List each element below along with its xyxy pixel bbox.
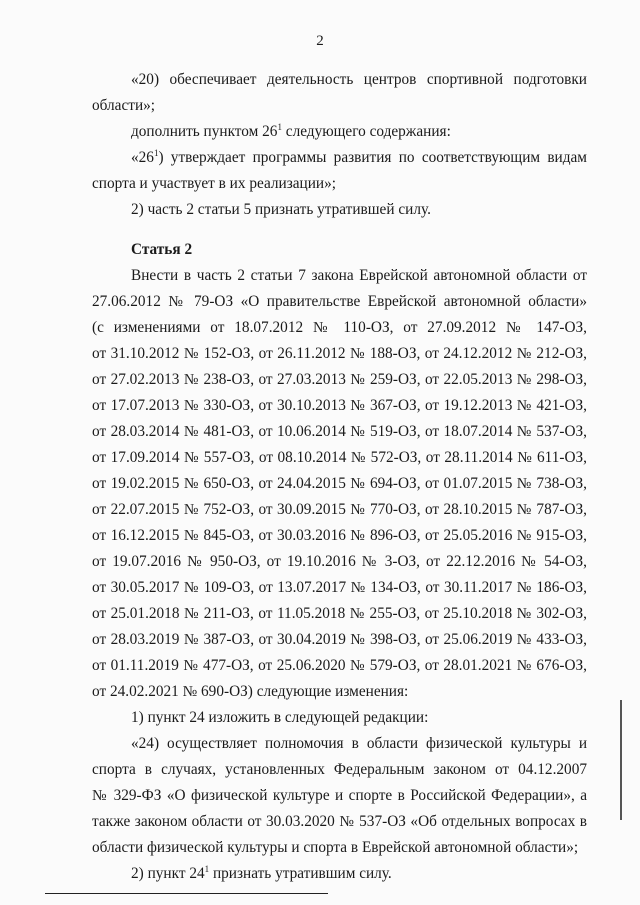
article-line: от 19.02.2015 № 650-ОЗ, от 24.04.2015 № 694-ОЗ, от 01.07.2015 № 738-ОЗ, [92, 475, 587, 492]
article-line: от 17.09.2014 № 557-ОЗ, от 08.10.2014 № 572-ОЗ, от 28.11.2014 № 611-ОЗ, [92, 449, 587, 466]
article-line: от 28.03.2014 № 481-ОЗ, от 10.06.2014 № 519-ОЗ, от 18.07.2014 № 537-ОЗ, [92, 423, 587, 440]
scan-edge [620, 700, 622, 820]
paragraph-line: «$26^1$) утверждает программы развития по соответствующим видам [131, 147, 587, 166]
article-line: от 16.12.2015 № 845-ОЗ, от 30.03.2016 № 896-ОЗ, от 25.05.2016 № 915-ОЗ, [92, 527, 587, 544]
article-line: от 01.11.2019 № 477-ОЗ, от 25.06.2020 № 579-ОЗ, от 28.01.2021 № 676-ОЗ, [92, 657, 587, 674]
paragraph-line: 2) часть 2 статьи 5 признать утратившей силу. [131, 201, 431, 218]
footer-rule [45, 893, 328, 894]
paragraph-line: спорта и участвует в их реализации»; [92, 175, 336, 192]
quote-line: № 329-ФЗ «О физической культуре и спорте в Российской Федерации», а [92, 787, 587, 804]
article-line: от 22.07.2015 № 752-ОЗ, от 30.09.2015 № 770-ОЗ, от 28.10.2015 № 787-ОЗ, [92, 501, 587, 518]
article-line: от 24.02.2021 № 690-ОЗ) следующие изменения: [92, 683, 409, 700]
article-line: (с изменениями от 18.07.2012 № 110-ОЗ, от 27.09.2012 № 147-ОЗ, [92, 319, 587, 336]
article-line: от 25.01.2018 № 211-ОЗ, от 11.05.2018 № 255-ОЗ, от 25.10.2018 № 302-ОЗ, [92, 605, 587, 622]
article-line: от 31.10.2012 № 152-ОЗ, от 26.11.2012 № 188-ОЗ, от 24.12.2012 № 212-ОЗ, [92, 345, 587, 362]
paragraph-line: области»; [92, 97, 156, 114]
article-line: от 28.03.2019 № 387-ОЗ, от 30.04.2019 № 398-ОЗ, от 25.06.2019 № 433-ОЗ, [92, 631, 587, 648]
list-item: 1) пункт 24 изложить в следующей редакции: [131, 709, 429, 726]
page-number: 2 [316, 33, 324, 49]
article-line: Внести в часть 2 статьи 7 закона Еврейской автономной области от [131, 267, 587, 284]
article-line: от 27.02.2013 № 238-ОЗ, от 27.03.2013 № 259-ОЗ, от 22.05.2013 № 298-ОЗ, [92, 371, 587, 388]
quote-line: «24) осуществляет полномочия в области физической культуры и [131, 735, 587, 752]
quote-line: также законом области от 30.03.2020 № 537-ОЗ «Об отдельных вопросах в [92, 813, 587, 830]
article-line: от 17.07.2013 № 330-ОЗ, от 30.10.2013 № 367-ОЗ, от 19.12.2013 № 421-ОЗ, [92, 397, 587, 414]
paragraph-line: «20) обеспечивает деятельность центров спортивной подготовки [131, 71, 587, 88]
list-item: 2) пункт $24^1$ признать утратившим силу. [131, 863, 392, 882]
quote-line: области физической культуры и спорта в Еврейской автономной области»; [92, 839, 579, 856]
article-line: от 19.07.2016 № 950-ОЗ, от 19.10.2016 № 3-ОЗ, от 22.12.2016 № 54-ОЗ, [92, 553, 587, 570]
quote-line: спорта в случаях, установленных Федеральным законом от 04.12.2007 [92, 761, 587, 778]
paragraph-line: дополнить пунктом $26^1$ следующего содержания: [131, 121, 451, 140]
article-line: от 30.05.2017 № 109-ОЗ, от 13.07.2017 № 134-ОЗ, от 30.11.2017 № 186-ОЗ, [92, 579, 587, 596]
article-heading: Статья 2 [131, 241, 193, 258]
article-line: 27.06.2012 № 79-ОЗ «О правительстве Еврейской автономной области» [92, 293, 587, 310]
